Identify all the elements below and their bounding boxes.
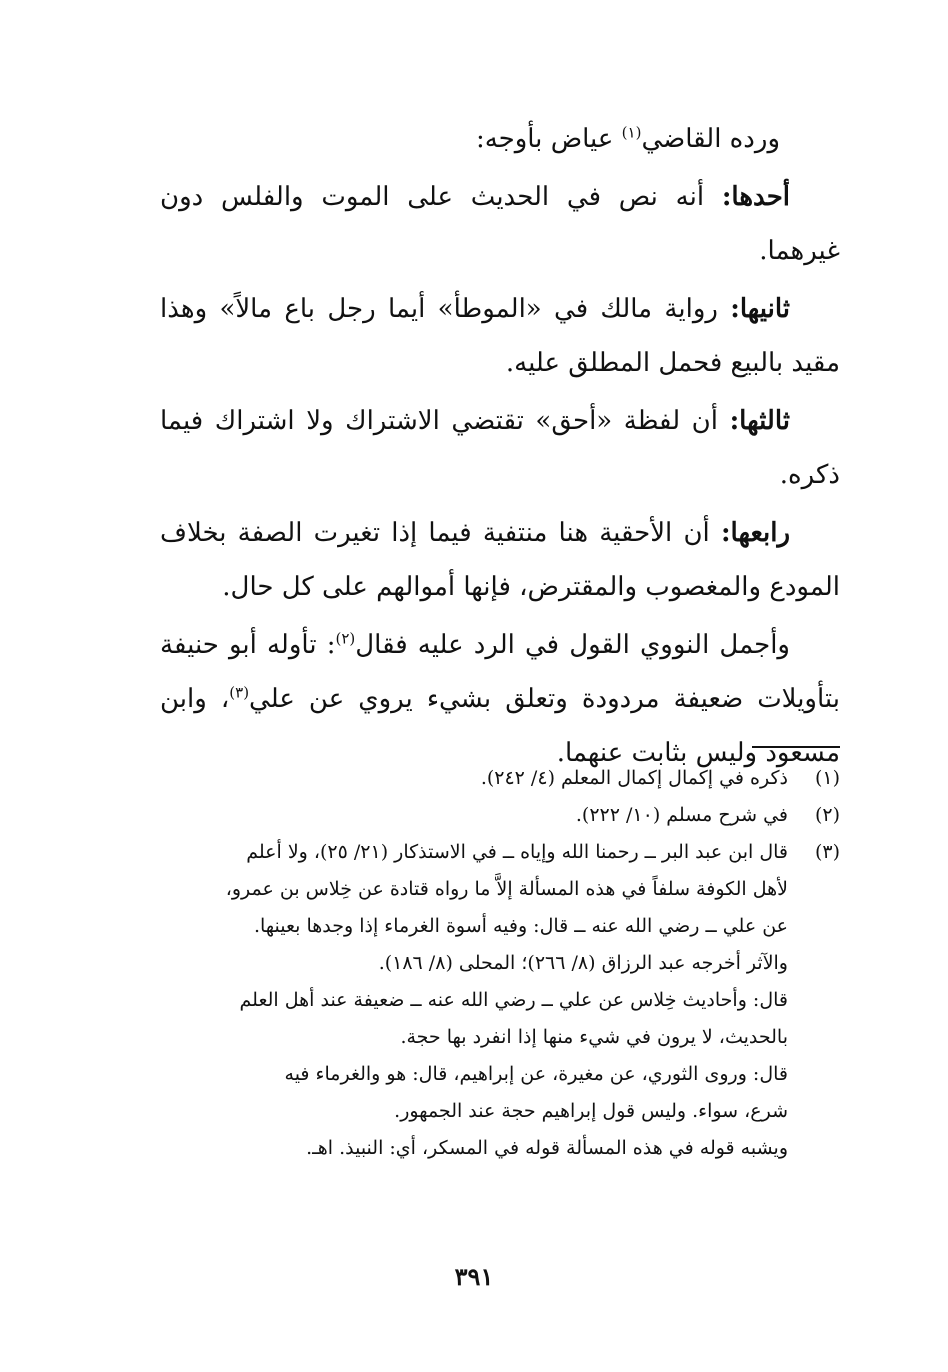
footnote-body xyxy=(160,834,788,1167)
footnote-separator xyxy=(752,746,840,748)
intro-text: ورده القاضي xyxy=(641,124,780,154)
page-number: ٣٩١ xyxy=(454,1262,494,1291)
footnote-line: ويشبه قوله في هذه المسألة قوله في المسكر، أي: النبيذ. اهـ. xyxy=(306,1137,788,1159)
footnotes xyxy=(160,760,840,1167)
lead-word-fourth: رابعها: xyxy=(720,518,790,548)
footnote-ref-1: (١) xyxy=(621,123,642,142)
footnote-number: (٣) xyxy=(814,841,840,863)
footnote-line: بالحديث، لا يرون في شيء منها إذا انفرد بها حجة. xyxy=(400,1026,788,1048)
paragraph-second-point xyxy=(160,282,840,390)
paragraph-first-point xyxy=(160,170,840,278)
footnote-line: قال: وأحاديث خِلاس عن علي ــ رضي الله عنه ــ ضعيفة عند أهل العلم xyxy=(239,989,788,1011)
intro-text-end: عياض بأوجه: xyxy=(475,124,622,154)
third-point-text: أن لفظة «أحق» تقتضي الاشتراك ولا اشتراك فيما ذكره. xyxy=(160,406,840,490)
footnote-number: (١) xyxy=(814,767,840,789)
footnote-number: (٢) xyxy=(814,804,840,826)
fourth-point-text: أن الأحقية هنا منتفية فيما إذا تغيرت الصفة بخلاف المودع والمغصوب والمقترض، فإنها أموالهم على كل حال. xyxy=(160,518,840,602)
paragraph-third-point xyxy=(160,394,840,502)
second-point-text: رواية مالك في «الموطأ» أيما رجل باع مالاً» وهذا مقيد بالبيع فحمل المطلق عليه. xyxy=(160,294,840,378)
footnote-1 xyxy=(160,760,840,797)
nawawi-text-1: وأجمل النووي القول في الرد عليه فقال xyxy=(355,630,790,660)
footnote-line: شرع، سواء. وليس قول إبراهيم حجة عند الجمهور. xyxy=(394,1100,788,1122)
footnote-line: عن علي ــ رضي الله عنه ــ قال: وفيه أسوة الغرماء إذا وجدها بعينها. xyxy=(253,915,788,937)
lead-word-third: ثالثها: xyxy=(729,406,790,436)
footnote-ref-2: (٢) xyxy=(335,629,356,648)
footnote-line: لأهل الكوفة سلفاً في هذه المسألة إلاَّ ما رواه قتادة عن خِلاس بن عمرو، xyxy=(225,878,788,900)
first-point-text: أنه نص في الحديث على الموت والفلس دون غيرهما. xyxy=(160,182,840,266)
footnote-line: قال ابن عبد البر ــ رحمنا الله وإياه ــ في الاستذكار (٢١/ ٢٥)، ولا أعلم xyxy=(246,841,788,863)
footnote-line: قال: وروى الثوري، عن مغيرة، عن إبراهيم، قال: هو والغرماء فيه xyxy=(284,1063,788,1085)
footnote-line: ذكره في إكمال إكمال المعلم (٤/ ٢٤٢). xyxy=(480,767,788,789)
nawawi-text-3: ، وابن مسعود وليس بثابت عنهما. xyxy=(160,684,840,768)
lead-word-first: أحدها: xyxy=(721,182,790,212)
nawawi-text-2: : تأوله أبو حنيفة بتأويلات ضعيفة مردودة وتعلق بشيء يروي عن علي xyxy=(160,630,840,714)
paragraph-fourth-point xyxy=(160,506,840,614)
footnote-line: والآثر أخرجه عبد الرزاق (٨/ ٢٦٦)؛ المحلى (٨/ ١٨٦). xyxy=(378,952,788,974)
lead-word-second: ثانيها: xyxy=(730,294,790,324)
paragraph-intro xyxy=(160,112,840,166)
footnote-2 xyxy=(160,797,840,834)
footnote-ref-3: (٣) xyxy=(229,683,250,702)
footnote-body xyxy=(160,760,788,797)
paragraph-nawawi xyxy=(160,618,840,780)
footnote-line: في شرح مسلم (١٠/ ٢٢٢). xyxy=(575,804,788,826)
footnote-3 xyxy=(160,834,840,1167)
footnote-body xyxy=(160,797,788,834)
main-text xyxy=(160,112,840,784)
